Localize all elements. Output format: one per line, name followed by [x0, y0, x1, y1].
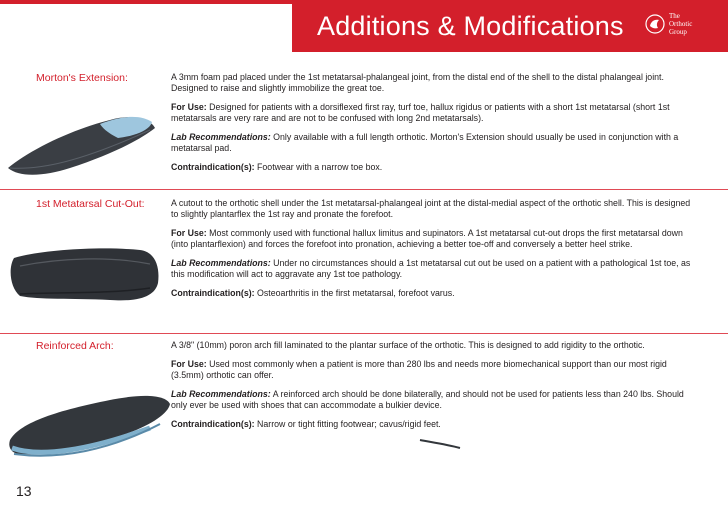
for-use-text: Most commonly used with functional hallux limitus and supinators. A 1st metatarsal cut-out drops the first metatarsal down (into plantarflexion) and forces the forefoot into pronation, achieving a better toe-off and conversely a better heel strike. — [171, 228, 683, 250]
contra-label: Contraindication(s): — [171, 162, 255, 172]
description: A cutout to the orthotic shell under the 1st metatarsal-phalangeal joint at the distal-medial aspect of the orthotic shell. This is designed to slightly plantarflex the 1st ray and pronate the forefoot. — [171, 198, 691, 220]
metatarsal-cut-out-orthotic-photo — [0, 228, 165, 318]
contra-text: Osteoarthritis in the first metatarsal, forefoot varus. — [257, 288, 455, 298]
logo-mark-icon — [645, 14, 665, 34]
for-use — [171, 102, 696, 124]
contra-text: Footwear with a narrow toe box. — [257, 162, 383, 172]
contra-label: Contraindication(s): — [171, 418, 255, 429]
section-divider — [0, 189, 728, 190]
logo-line-2: Orthotic — [669, 20, 693, 28]
lab-text: A reinforced arch should be done bilaterally, and should not be used for patients less than 240 lbs. Should only ever be used with shoes that can accommodate a bulkier device. — [171, 388, 684, 410]
section-content — [171, 72, 696, 181]
contraindications — [171, 162, 696, 173]
section-content — [171, 198, 696, 307]
section-label: Morton's Extension: — [36, 72, 128, 84]
mortons-extension-orthotic-photo — [0, 100, 165, 180]
logo-text — [669, 12, 692, 36]
logo-line-3: Group — [669, 28, 687, 36]
section-label: Reinforced Arch: — [36, 340, 114, 352]
contra-text: Narrow or tight fitting footwear; cavus/rigid feet. — [257, 418, 441, 429]
lab-label: Lab Recommendations: — [171, 258, 271, 268]
for-use-text: Designed for patients with a dorsiflexed first ray, turf toe, hallux rigidus or patients with a short 1st metatarsal (short 1st metatarsals are very rare and are not to be confused with long 2nd metatarsals). — [171, 102, 670, 124]
section-divider — [0, 333, 728, 334]
reinforced-arch-orthotic-photo — [0, 370, 470, 470]
logo-line-1: The — [669, 12, 680, 20]
lab-label: Lab Recommendations: — [171, 132, 271, 142]
lab-text: Only available with a full length orthotic. Morton's Extension should usually be used in conjunction with a metatarsal pad. — [171, 132, 679, 154]
description: A 3mm foam pad placed under the 1st metatarsal-phalangeal joint, from the distal end of the shell to the distal phalangeal joint. Designed to raise and slightly immobilize the great toe. — [171, 72, 664, 94]
for-use-label: For Use: — [171, 228, 207, 238]
for-use — [171, 228, 696, 250]
contra-label: Contraindication(s): — [171, 288, 255, 298]
page-number: 13 — [16, 483, 32, 499]
lab-text: Under no circumstances should a 1st metatarsal cut out be used on a patient with a pathological 1st toe, as this modification will act to aggravate any 1st toe pathology. — [171, 258, 691, 280]
for-use-label: For Use: — [171, 102, 207, 112]
page-title: Additions & Modifications — [317, 11, 624, 41]
contraindications — [171, 288, 696, 299]
lab-recommendations — [171, 132, 696, 154]
lab-recommendations — [171, 258, 696, 280]
for-use-text: Used most commonly when a patient is more than 280 lbs and needs more biomechanical support than our most rigid (3.5mm) orthotic can offer. — [171, 358, 667, 380]
lab-label: Lab Recommendations: — [171, 388, 271, 399]
description: A 3/8" (10mm) poron arch fill laminated to the plantar surface of the orthotic. This is designed to add rigidity to the orthotic. — [171, 340, 645, 350]
for-use-label: For Use: — [171, 358, 207, 369]
orthotic-group-logo — [645, 12, 725, 46]
section-label: 1st Metatarsal Cut-Out: — [36, 198, 145, 210]
